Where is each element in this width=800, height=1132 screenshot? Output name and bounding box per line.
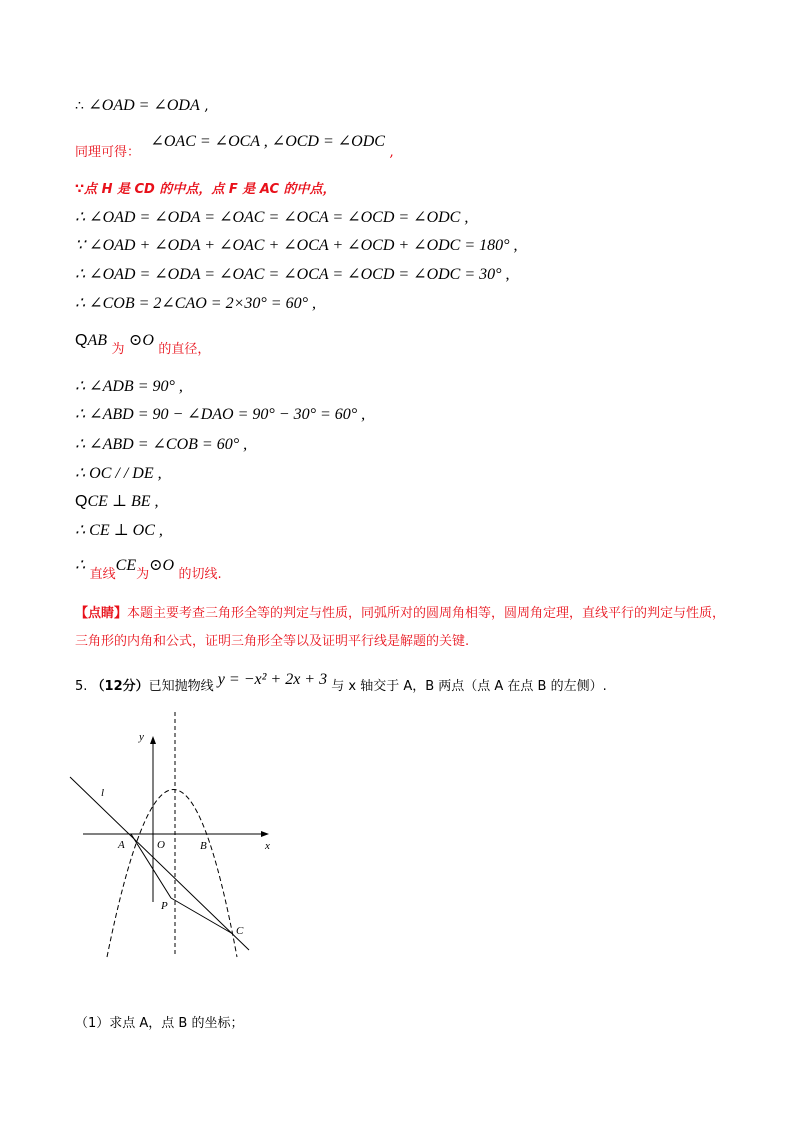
question-text: 与 x 轴交于 A，B 两点（点 A 在点 B 的左侧）. [331,679,607,694]
math-expression: CE ⊥ BE , [87,493,159,510]
proof-line-4: ∴ ∠OAD = ∠ODA = ∠OAC = ∠OCA = ∠OCD = ∠ODC , [75,209,469,226]
proof-line-13 [75,492,159,512]
therefore-symbol: ∴ [75,98,84,114]
proof-line-11: ∴ ∠ABD = ∠COB = 60° , [75,436,248,453]
question-5 [75,672,607,701]
comment-text: 本题主要考查三角形全等的判定与性质，同弧所对的圆周角相等，圆周角定理，直线平行的判定与性质，三角形的内角和公式，证明三角形全等以及证明平行线是解题的关键. [75,606,726,649]
label-a: A [118,839,125,851]
label-p: P [161,900,168,912]
x-axis-arrow [261,831,269,837]
line-l [70,777,249,950]
proof-line-3: ∵点 H 是 CD 的中点，点 F 是 AC 的中点， [75,182,336,197]
label-o: O [157,839,165,851]
label-x: x [265,840,270,852]
comment-tag: 【点睛】 [75,606,128,621]
proof-line-7: ∴ ∠COB = 2∠CAO = 2×30° = 60° , [75,295,316,312]
text-fragment: 的切线. [178,567,222,582]
proof-line-15 [75,553,222,580]
proof-line-10: ∴ ∠ABD = 90 − ∠DAO = 90° − 30° = 60° , [75,406,366,423]
parabola-figure [65,712,275,962]
punctuation: , [389,144,394,160]
text-fragment: 直线 [89,567,116,582]
parabola-curve [107,790,237,958]
punctuation: , [204,98,209,114]
math-expression: ∠OAC = ∠OCA , ∠OCD = ∠ODC [150,133,385,150]
proof-line-9: ∴ ∠ADB = 90° , [75,378,183,395]
math-expression: ∠OAD = ∠ODA [88,97,200,114]
math-expression: ⊙O [149,557,175,574]
text-fragment: 为 [111,342,125,357]
question-score: （12分） [91,679,149,694]
proof-line-5: ∵ ∠OAD + ∠ODA + ∠OAC + ∠OCA + ∠OCD + ∠ODC = 180° , [75,237,518,254]
comment-paragraph [75,600,735,656]
math-expression: CE [115,557,137,574]
text-fragment: 的直径， [158,342,211,357]
segment-pc [171,898,233,934]
text-fragment: 为 [136,567,150,582]
because-symbol: Q [75,332,88,349]
label-similar: 同理可得： [75,145,141,160]
segment-ap [131,834,171,898]
proof-line-12: ∴ OC / / DE , [75,465,162,482]
proof-line-1 [75,96,209,116]
label-l: l [101,787,105,799]
proof-line-8 [75,328,210,355]
proof-line-6: ∴ ∠OAD = ∠ODA = ∠OAC = ∠OCA = ∠OCD = ∠ODC = 30° , [75,266,510,283]
sub-question-1: （1）求点 A，点 B 的坐标； [75,1016,244,1031]
proof-line-14: ∴ CE ⊥ OC , [75,522,163,539]
label-y: y [139,731,144,743]
math-expression: ⊙O [128,332,154,349]
therefore-symbol: ∴ [75,557,86,574]
question-text: 已知抛物线 [148,679,214,694]
math-expression: AB [87,332,107,349]
label-b: B [200,840,207,852]
parabola-formula: y = −x² + 2x + 3 [217,671,328,688]
proof-line-2 [75,128,394,160]
because-symbol: Q [75,493,88,510]
question-number: 5. [75,679,88,694]
y-axis-arrow [150,736,156,744]
label-c: C [236,925,244,937]
